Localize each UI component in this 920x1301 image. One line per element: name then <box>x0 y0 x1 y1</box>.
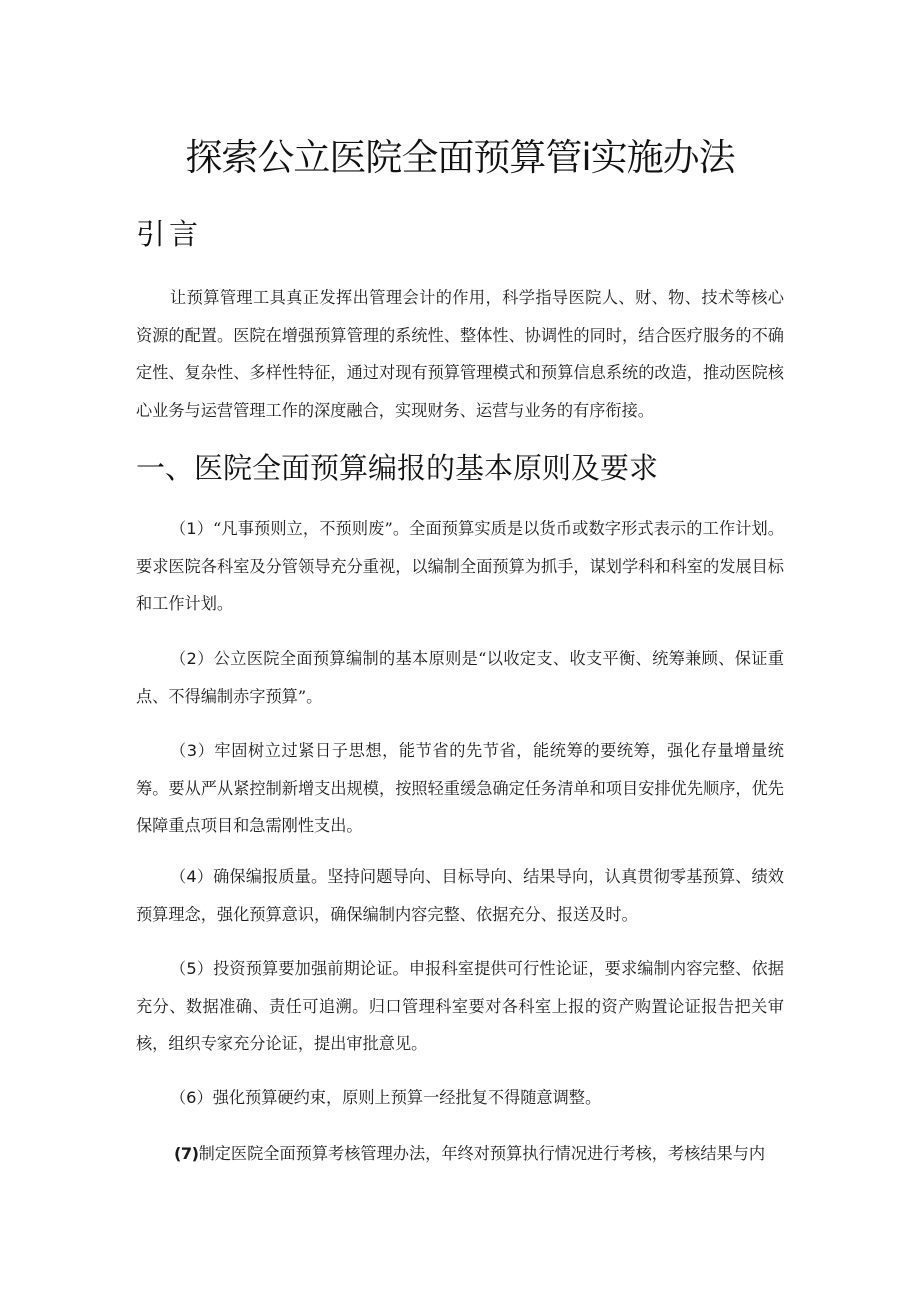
list-item <box>136 1079 784 1117</box>
item-text: 确保编报质量。坚持问题导向、目标导向、结果导向，认真贯彻零基预算、绩效预算理念，强化预算意识，确保编制内容完整、依据充分、报送及时。 <box>136 867 784 924</box>
item-number: （1） <box>170 519 214 538</box>
list-item <box>136 510 784 623</box>
section-heading: 一、医院全面预算编报的基本原则及要求 <box>136 451 659 485</box>
item-number: （6） <box>170 1088 213 1107</box>
item-number: (7) <box>174 1144 199 1163</box>
intro-paragraph: 让预算管理工具真正发挥出管理会计的作用，科学指导医院人、财、物、技术等核心资源的配置。医院在增强预算管理的系统性、整体性、协调性的同时，结合医疗服务的不确定性、复杂性、多样性特征，通过对现有预算管理模式和预算信息系统的改造，推动医院核心业务与运营管理工作的深度融合，实现财务、运营与业务的有序衔接。 <box>136 288 784 420</box>
item-text: “凡事预则立，不预则废”。全面预算实质是以货币或数字形式表示的工作计划。要求医院各科室及分管领导充分重视，以编制全面预算为抓手，谋划学科和科室的发展目标和工作计划。 <box>136 519 784 613</box>
item-number: （4） <box>170 867 214 886</box>
list-item <box>136 858 784 933</box>
list-item <box>136 640 784 715</box>
list-item <box>136 1135 784 1173</box>
item-number: （3） <box>170 741 215 760</box>
item-text: 投资预算要加强前期论证。申报科室提供可行性论证，要求编制内容完整、依据充分、数据准确、责任可追溯。归口管理科室要对各科室上报的资产购置论证报告把关审核，组织专家充分论证，提出审批意见。 <box>136 959 784 1053</box>
list-item <box>136 732 784 845</box>
intro-heading: 引言 <box>136 217 203 251</box>
list-item <box>136 950 784 1063</box>
page-title: 探索公立医院全面预算管i实施办法 <box>185 136 735 179</box>
item-text: 强化预算硬约束，原则上预算一经批复不得随意调整。 <box>212 1088 602 1107</box>
item-text: 牢固树立过紧日子思想，能节省的先节省，能统筹的要统筹，强化存量增量统筹。要从严从紧控制新增支出规模，按照轻重缓急确定任务清单和项目安排优先顺序，优先保障重点项目和急需刚性支出。 <box>136 741 784 835</box>
item-text: 公立医院全面预算编制的基本原则是“以收定支、收支平衡、统筹兼顾、保证重点、不得编制赤字预算”。 <box>136 649 784 706</box>
item-number: （5） <box>170 959 214 978</box>
item-number: （2） <box>170 649 214 668</box>
item-text: 制定医院全面预算考核管理办法，年终对预算执行情况进行考核，考核结果与内 <box>198 1144 766 1163</box>
